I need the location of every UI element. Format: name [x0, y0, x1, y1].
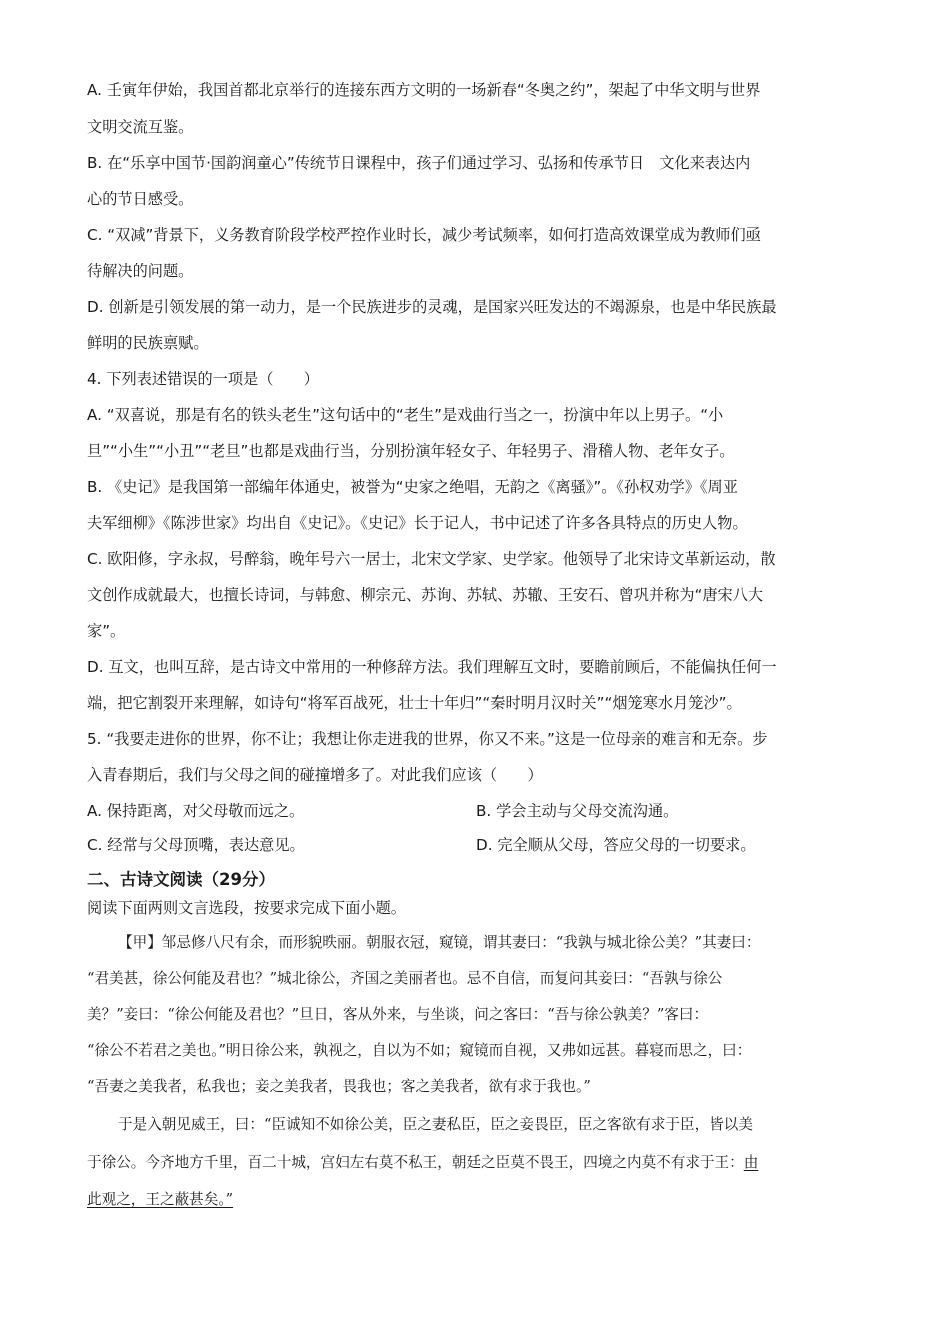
q5-option-b: B. 学会主动与父母交流沟通。 [476, 802, 679, 820]
q4-option-d-line1: D. 互文，也叫互辞，是古诗文中常用的一种修辞方法。我们理解互文时，要瞻前顾后，不能偏执任何一 [87, 658, 777, 676]
passage-line-3: 美？”妾曰：“徐公何能及君也？”旦日，客从外来，与坐谈，问之客曰：“吾与徐公孰美？”客曰： [87, 1006, 709, 1023]
q3-option-a-line2: 文明交流互鉴。 [87, 118, 194, 136]
passage-line-2: “君美甚，徐公何能及君也？”城北徐公，齐国之美丽者也。忌不自信，而复问其妾曰：“吾孰与徐公 [87, 970, 723, 987]
passage-line-1: 【甲】邹忌修八尺有余，而形貌昳丽。朝服衣冠，窥镜，谓其妻曰：“我孰与城北徐公美？”其妻曰： [118, 934, 761, 951]
q5-option-c: C. 经常与父母顶嘴，表达意见。 [87, 836, 305, 854]
passage-line-5: “吾妻之美我者，私我也；妾之美我者，畏我也；客之美我者，欲有求于我也。” [87, 1078, 591, 1095]
q4-stem: 4. 下列表述错误的一项是（ ） [87, 370, 319, 388]
section-instruction: 阅读下面两则文言选段，按要求完成下面小题。 [87, 899, 406, 917]
q3-option-b-line1: B. 在“乐享中国节·国韵润童心”传统节日课程中，孩子们通过学习、弘扬和传承节日 文化来表达内 [87, 154, 751, 172]
q4-option-a-line2: 旦”“小生”“小丑”“老旦”也都是戏曲行当，分别扮演年轻女子、年轻男子、滑稽人物、老年女子。 [87, 442, 735, 460]
q4-option-c-line3: 家”。 [87, 622, 126, 640]
passage-line-7-text: 于徐公。今齐地方千里，百二十城，宫妇左右莫不私王，朝廷之臣莫不畏王，四境之内莫不有求于王： [87, 1154, 744, 1171]
q5-stem-line1: 5. “我要走进你的世界，你不让；我想让你走进我的世界，你又不来。”这是一位母亲的难言和无奈。步 [87, 730, 768, 748]
q3-option-c-line1: C. “双减”背景下，义务教育阶段学校严控作业时长，减少考试频率，如何打造高效课堂成为教师们亟 [87, 226, 761, 244]
passage-line-7 [87, 1153, 758, 1173]
q4-option-b-line2: 夫军细柳》《陈涉世家》均出自《史记》。《史记》长于记人，书中记述了许多各具特点的历史人物。 [87, 514, 748, 532]
passage-line-6: 于是入朝见威王，曰：“臣诚知不如徐公美，臣之妻私臣，臣之妾畏臣，臣之客欲有求于臣，皆以美 [118, 1116, 753, 1133]
q5-stem-line2: 入青春期后，我们与父母之间的碰撞增多了。对此我们应该（ ） [87, 766, 543, 784]
q4-option-c-line2: 文创作成就最大，也擅长诗词，与韩愈、柳宗元、苏询、苏轼、苏辙、王安石、曾巩并称为“唐宋八大 [87, 586, 764, 604]
q3-option-d-line2: 鲜明的民族禀赋。 [87, 334, 209, 352]
q5-option-a: A. 保持距离，对父母敬而远之。 [87, 802, 305, 820]
q4-option-b-line1: B. 《史记》是我国第一部编年体通史，被誉为“史家之绝唱，无韵之《离骚》”。《孙权劝学》《周亚 [87, 478, 738, 496]
section-heading: 二、古诗文阅读（29分） [87, 870, 275, 889]
q5-option-d: D. 完全顺从父母，答应父母的一切要求。 [476, 836, 756, 854]
q4-option-a-line1: A. “双喜说，那是有名的铁头老生”这句话中的“老生”是戏曲行当之一，扮演中年以上男子。“小 [87, 406, 724, 424]
underlined-sentence: 此观之，王之蔽甚矣。” [87, 1191, 234, 1208]
q4-option-c-line1: C. 欧阳修，字永叔，号醉翁，晚年号六一居士，北宋文学家、史学家。他领导了北宋诗文革新运动，散 [87, 550, 776, 568]
q3-option-c-line2: 待解决的问题。 [87, 262, 194, 280]
q3-option-d-line1: D. 创新是引领发展的第一动力，是一个民族进步的灵魂，是国家兴旺发达的不竭源泉，也是中华民族最 [87, 298, 777, 316]
q3-option-b-line2: 心的节日感受。 [87, 190, 194, 208]
passage-line-4: “徐公不若君之美也。”明日徐公来，孰视之，自以为不如；窥镜而自视，又弗如远甚。暮寝而思之，曰： [87, 1042, 752, 1059]
q3-option-a-line1: A. 壬寅年伊始，我国首都北京举行的连接东西方文明的一场新春“冬奥之约”，架起了中华文明与世界 [87, 81, 761, 99]
q4-option-d-line2: 端，把它割裂开来理解，如诗句“将军百战死，壮士十年归”“秦时明月汉时关”“烟笼寒水月笼沙”。 [87, 694, 742, 712]
underlined-sentence-start: 由 [743, 1154, 759, 1171]
